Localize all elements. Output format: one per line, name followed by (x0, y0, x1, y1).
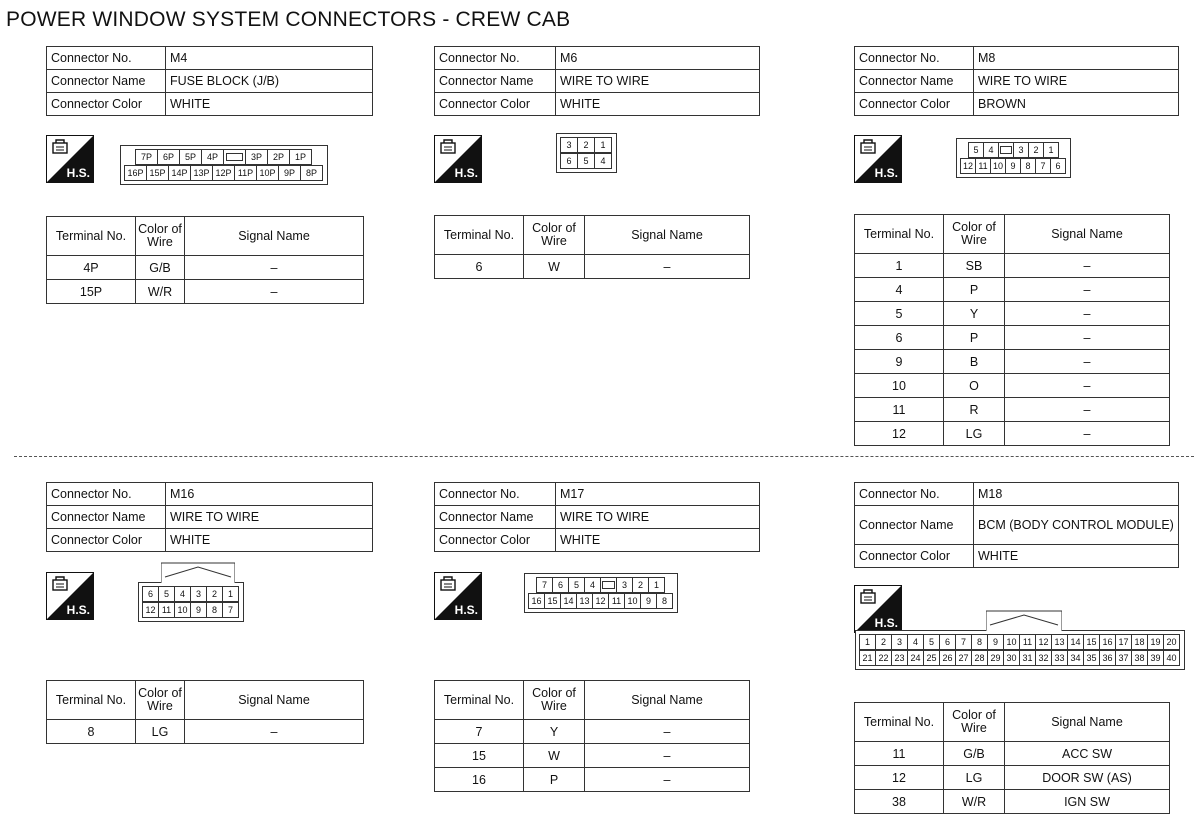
wire-color-cell: O (944, 374, 1005, 398)
signal-name-cell: – (185, 720, 364, 744)
connector-latch (986, 609, 1062, 636)
signal-name-cell: – (585, 768, 750, 792)
table-row (855, 254, 1170, 278)
pin-cell: 1P (290, 150, 312, 165)
pin-cell: 28 (972, 651, 988, 666)
table-row (855, 742, 1170, 766)
table-row (855, 326, 1170, 350)
signal-name-cell: – (1005, 422, 1170, 446)
pin-row (560, 153, 612, 169)
pin-row (968, 142, 1059, 158)
connector-no-label: Connector No. (435, 47, 556, 70)
wire-color-cell: B (944, 350, 1005, 374)
pin-row (142, 586, 239, 602)
connector-no-value: M6 (556, 47, 760, 70)
pin-row (142, 602, 239, 618)
connector-no-value: M8 (974, 47, 1179, 70)
section-divider (14, 456, 1194, 457)
connector-color-label: Connector Color (435, 93, 556, 116)
signal-name-cell: ACC SW (1005, 742, 1170, 766)
terminal-no-cell: 12 (855, 766, 944, 790)
pin-cell: 12 (961, 159, 976, 174)
pin-cell: 4P (202, 150, 224, 165)
pin-cell: 32 (1036, 651, 1052, 666)
pin-row (536, 577, 665, 593)
color-of-wire-header: Color of Wire (944, 703, 1005, 742)
wire-color-cell: W (524, 255, 585, 279)
signal-name-cell: DOOR SW (AS) (1005, 766, 1170, 790)
pin-cell: 14 (561, 594, 577, 609)
signal-name-cell: – (1005, 350, 1170, 374)
signal-name-header: Signal Name (585, 681, 750, 720)
pin-cell: 1 (860, 635, 876, 650)
connector-no-label: Connector No. (47, 47, 166, 70)
terminal-no-cell: 12 (855, 422, 944, 446)
pin-cell: 16 (529, 594, 545, 609)
wire-color-cell: P (524, 768, 585, 792)
hs-icon (46, 135, 94, 183)
terminal-no-cell: 9 (855, 350, 944, 374)
pin-cell: 16 (1100, 635, 1116, 650)
pin-cell: 25 (924, 651, 940, 666)
pin-cell: 9 (191, 603, 207, 618)
terminal-no-cell: 6 (435, 255, 524, 279)
connector-no-value: M18 (974, 483, 1179, 506)
pin-cell: 27 (956, 651, 972, 666)
connector-m16-info (46, 482, 373, 552)
wire-color-cell: LG (136, 720, 185, 744)
pin-cell: 31 (1020, 651, 1036, 666)
pin-row (528, 593, 673, 609)
hs-icon (434, 572, 482, 620)
terminal-no-cell: 10 (855, 374, 944, 398)
pin-cell: 36 (1100, 651, 1116, 666)
pin-cell: 2 (207, 587, 223, 602)
pin-cell: 14P (169, 166, 191, 181)
pin-cell: 4 (175, 587, 191, 602)
table-row (47, 720, 364, 744)
connector-no-label: Connector No. (855, 483, 974, 506)
connector-m17-info (434, 482, 760, 552)
pin-cell: 2 (578, 138, 595, 153)
pin-cell: 1 (595, 138, 612, 153)
pin-cell: 5 (969, 143, 984, 158)
pin-cell: 14 (1068, 635, 1084, 650)
pin-cell: 8 (972, 635, 988, 650)
connector-m4-face (120, 145, 328, 185)
pin-cell: 12 (1036, 635, 1052, 650)
connector-m6-terminals (434, 215, 750, 279)
color-of-wire-header: Color of Wire (136, 681, 185, 720)
table-row (435, 744, 750, 768)
connector-color-label: Connector Color (47, 93, 166, 116)
connector-m6-info (434, 46, 760, 116)
pin-cell: 2 (1029, 143, 1044, 158)
pin-cell: 34 (1068, 651, 1084, 666)
pin-cell: 8 (207, 603, 223, 618)
terminal-no-cell: 5 (855, 302, 944, 326)
terminal-no-header: Terminal No. (47, 217, 136, 256)
connector-color-label: Connector Color (47, 529, 166, 552)
pin-row (560, 137, 612, 153)
signal-name-cell: – (1005, 254, 1170, 278)
hs-label: H.S. (874, 166, 898, 180)
pin-cell: 2 (876, 635, 892, 650)
pin-cell: 10 (991, 159, 1006, 174)
color-of-wire-header: Color of Wire (136, 217, 185, 256)
pin-cell: 2P (268, 150, 290, 165)
pin-cell (224, 150, 246, 165)
table-row (855, 302, 1170, 326)
wire-color-cell: W/R (136, 280, 185, 304)
table-row (435, 255, 750, 279)
pin-cell: 2 (633, 578, 649, 593)
pin-cell: 35 (1084, 651, 1100, 666)
terminal-no-header: Terminal No. (855, 703, 944, 742)
connector-color-value: WHITE (166, 93, 373, 116)
terminal-no-cell: 15P (47, 280, 136, 304)
signal-name-header: Signal Name (185, 217, 364, 256)
pin-cell: 37 (1116, 651, 1132, 666)
color-of-wire-header: Color of Wire (944, 215, 1005, 254)
table-row (855, 398, 1170, 422)
signal-name-cell: – (185, 280, 364, 304)
pin-cell: 18 (1132, 635, 1148, 650)
connector-name-label: Connector Name (435, 70, 556, 93)
connector-latch (161, 561, 235, 588)
pin-cell: 3 (1014, 143, 1029, 158)
connector-color-label: Connector Color (855, 93, 974, 116)
connector-m18-info (854, 482, 1179, 568)
pin-cell: 15 (545, 594, 561, 609)
hs-icon (854, 585, 902, 633)
pin-cell: 9P (279, 166, 301, 181)
connector-no-label: Connector No. (855, 47, 974, 70)
pin-cell: 7 (1036, 159, 1051, 174)
table-row (855, 350, 1170, 374)
signal-name-cell: – (185, 256, 364, 280)
signal-name-cell: – (1005, 278, 1170, 302)
wire-color-cell: SB (944, 254, 1005, 278)
terminal-no-cell: 15 (435, 744, 524, 768)
signal-name-cell: – (585, 255, 750, 279)
pin-cell: 3 (617, 578, 633, 593)
connector-m4-info (46, 46, 373, 116)
connector-color-value: WHITE (166, 529, 373, 552)
connector-color-value: BROWN (974, 93, 1179, 116)
pin-cell: 6 (940, 635, 956, 650)
pin-cell: 20 (1164, 635, 1180, 650)
wire-color-cell: P (944, 278, 1005, 302)
pin-cell: 3P (246, 150, 268, 165)
pin-cell: 4 (585, 578, 601, 593)
pin-cell: 4 (984, 143, 999, 158)
pin-row (124, 165, 323, 181)
table-row (47, 256, 364, 280)
connector-name-value: FUSE BLOCK (J/B) (166, 70, 373, 93)
pin-cell: 12 (593, 594, 609, 609)
pin-cell: 17 (1116, 635, 1132, 650)
connector-name-value: WIRE TO WIRE (556, 70, 760, 93)
wire-color-cell: Y (944, 302, 1005, 326)
connector-name-label: Connector Name (855, 506, 974, 545)
signal-name-cell: – (1005, 374, 1170, 398)
connector-color-label: Connector Color (435, 529, 556, 552)
signal-name-header: Signal Name (585, 216, 750, 255)
pin-cell: 24 (908, 651, 924, 666)
connector-m17-face (524, 573, 678, 613)
pin-cell: 7 (537, 578, 553, 593)
terminal-no-cell: 4P (47, 256, 136, 280)
pin-cell: 7 (223, 603, 239, 618)
terminal-no-cell: 6 (855, 326, 944, 350)
pin-cell: 6 (553, 578, 569, 593)
pin-cell: 7P (136, 150, 158, 165)
pin-cell: 6 (1051, 159, 1066, 174)
pin-cell: 3 (892, 635, 908, 650)
pin-cell: 33 (1052, 651, 1068, 666)
connector-name-label: Connector Name (435, 506, 556, 529)
pin-row (859, 650, 1180, 666)
terminal-no-header: Terminal No. (47, 681, 136, 720)
connector-m8-face (956, 138, 1071, 178)
pin-cell: 9 (1006, 159, 1021, 174)
connector-m6-face (556, 133, 617, 173)
wire-color-cell: G/B (944, 742, 1005, 766)
terminal-no-header: Terminal No. (855, 215, 944, 254)
wire-color-cell: P (944, 326, 1005, 350)
pin-cell: 39 (1148, 651, 1164, 666)
terminal-no-cell: 38 (855, 790, 944, 814)
wire-color-cell: W (524, 744, 585, 768)
pin-cell: 19 (1148, 635, 1164, 650)
connector-name-value: WIRE TO WIRE (166, 506, 373, 529)
connector-color-value: WHITE (974, 545, 1179, 568)
pin-cell: 29 (988, 651, 1004, 666)
table-row (435, 768, 750, 792)
table-row (47, 280, 364, 304)
pin-cell: 9 (988, 635, 1004, 650)
connector-no-label: Connector No. (435, 483, 556, 506)
connector-name-label: Connector Name (47, 506, 166, 529)
connector-m8-info (854, 46, 1179, 116)
pin-cell: 5P (180, 150, 202, 165)
pin-cell (999, 143, 1014, 158)
table-row (855, 422, 1170, 446)
pin-cell: 11 (159, 603, 175, 618)
pin-cell: 8 (1021, 159, 1036, 174)
terminal-no-cell: 16 (435, 768, 524, 792)
pin-cell: 11 (1020, 635, 1036, 650)
pin-cell: 13P (191, 166, 213, 181)
wire-color-cell: Y (524, 720, 585, 744)
pin-cell: 3 (561, 138, 578, 153)
pin-cell: 8 (657, 594, 673, 609)
wire-color-cell: W/R (944, 790, 1005, 814)
pin-cell: 5 (569, 578, 585, 593)
table-row (855, 790, 1170, 814)
pin-cell: 6 (143, 587, 159, 602)
pin-cell: 10 (625, 594, 641, 609)
signal-name-cell: – (585, 720, 750, 744)
wire-color-cell: G/B (136, 256, 185, 280)
pin-cell: 5 (159, 587, 175, 602)
pin-cell: 15 (1084, 635, 1100, 650)
terminal-no-cell: 1 (855, 254, 944, 278)
pin-cell: 22 (876, 651, 892, 666)
signal-name-cell: – (1005, 302, 1170, 326)
wire-color-cell: LG (944, 766, 1005, 790)
terminal-no-cell: 8 (47, 720, 136, 744)
pin-cell: 12P (213, 166, 235, 181)
pin-cell: 8P (301, 166, 323, 181)
pin-cell: 30 (1004, 651, 1020, 666)
signal-name-header: Signal Name (185, 681, 364, 720)
pin-cell: 3 (191, 587, 207, 602)
table-row (855, 278, 1170, 302)
signal-name-header: Signal Name (1005, 703, 1170, 742)
pin-cell: 6P (158, 150, 180, 165)
pin-cell: 40 (1164, 651, 1180, 666)
terminal-no-cell: 7 (435, 720, 524, 744)
hs-label: H.S. (454, 166, 478, 180)
connector-m4-terminals (46, 216, 364, 304)
hs-label: H.S. (874, 616, 898, 630)
pin-row (859, 634, 1180, 650)
pin-row (135, 149, 312, 165)
signal-name-cell: IGN SW (1005, 790, 1170, 814)
connector-name-label: Connector Name (855, 70, 974, 93)
pin-cell (601, 578, 617, 593)
pin-cell: 13 (1052, 635, 1068, 650)
signal-name-header: Signal Name (1005, 215, 1170, 254)
connector-no-label: Connector No. (47, 483, 166, 506)
pin-cell: 4 (595, 154, 612, 169)
connector-color-label: Connector Color (855, 545, 974, 568)
pin-cell: 12 (143, 603, 159, 618)
signal-name-cell: – (1005, 326, 1170, 350)
connector-no-value: M4 (166, 47, 373, 70)
pin-cell: 7 (956, 635, 972, 650)
pin-cell: 10 (1004, 635, 1020, 650)
connector-m8-terminals (854, 214, 1170, 446)
pin-cell: 21 (860, 651, 876, 666)
connector-no-value: M17 (556, 483, 760, 506)
terminal-no-cell: 11 (855, 398, 944, 422)
pin-cell: 10 (175, 603, 191, 618)
hs-label: H.S. (66, 603, 90, 617)
hs-label: H.S. (454, 603, 478, 617)
connector-no-value: M16 (166, 483, 373, 506)
pin-cell: 11 (609, 594, 625, 609)
connector-color-value: WHITE (556, 529, 760, 552)
pin-cell: 11P (235, 166, 257, 181)
pin-cell: 6 (561, 154, 578, 169)
connector-name-label: Connector Name (47, 70, 166, 93)
pin-cell: 1 (223, 587, 239, 602)
pin-cell: 1 (1044, 143, 1059, 158)
connector-name-value: BCM (BODY CONTROL MODULE) (974, 506, 1179, 545)
terminal-no-header: Terminal No. (435, 216, 524, 255)
terminal-no-cell: 11 (855, 742, 944, 766)
connector-color-value: WHITE (556, 93, 760, 116)
pin-cell: 10P (257, 166, 279, 181)
table-row (855, 374, 1170, 398)
pin-cell: 13 (577, 594, 593, 609)
pin-cell: 9 (641, 594, 657, 609)
pin-cell: 16P (125, 166, 147, 181)
page-title: POWER WINDOW SYSTEM CONNECTORS - CREW CAB (6, 8, 571, 31)
connector-name-value: WIRE TO WIRE (974, 70, 1179, 93)
pin-cell: 26 (940, 651, 956, 666)
connector-m16-terminals (46, 680, 364, 744)
pin-row (960, 158, 1066, 174)
color-of-wire-header: Color of Wire (524, 216, 585, 255)
pin-cell: 23 (892, 651, 908, 666)
wire-color-cell: R (944, 398, 1005, 422)
pin-cell: 5 (924, 635, 940, 650)
connector-m18-face (855, 630, 1185, 670)
signal-name-cell: – (585, 744, 750, 768)
hs-icon (46, 572, 94, 620)
terminal-no-cell: 4 (855, 278, 944, 302)
pin-cell: 15P (147, 166, 169, 181)
connector-name-value: WIRE TO WIRE (556, 506, 760, 529)
hs-icon (434, 135, 482, 183)
hs-icon (854, 135, 902, 183)
pin-cell: 38 (1132, 651, 1148, 666)
pin-cell: 5 (578, 154, 595, 169)
table-row (855, 766, 1170, 790)
signal-name-cell: – (1005, 398, 1170, 422)
hs-label: H.S. (66, 166, 90, 180)
table-row (435, 720, 750, 744)
pin-cell: 4 (908, 635, 924, 650)
pin-cell: 11 (976, 159, 991, 174)
terminal-no-header: Terminal No. (435, 681, 524, 720)
connector-m18-terminals (854, 702, 1170, 814)
connector-m16-face (138, 582, 244, 622)
color-of-wire-header: Color of Wire (524, 681, 585, 720)
wire-color-cell: LG (944, 422, 1005, 446)
pin-cell: 1 (649, 578, 665, 593)
connector-m17-terminals (434, 680, 750, 792)
